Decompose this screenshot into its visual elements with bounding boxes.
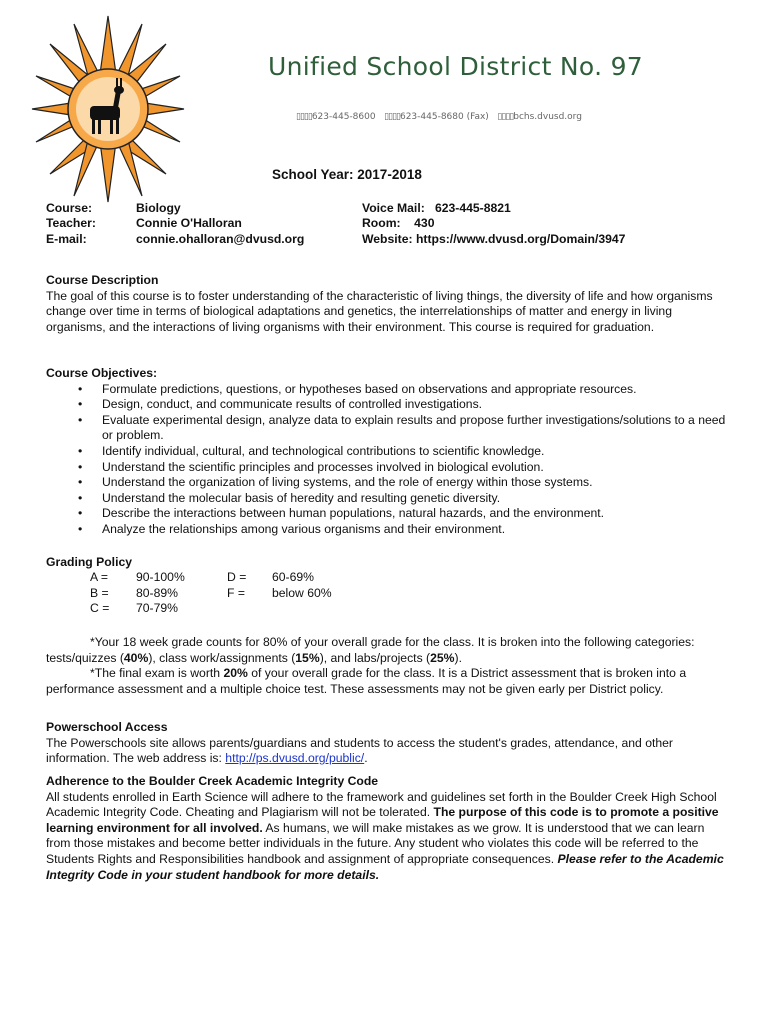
integrity-heading: Adherence to the Boulder Creek Academic Integrity Code [46, 774, 379, 788]
school-site: bchs.dvusd.org [513, 112, 582, 122]
integrity-refer: Please refer to the Academic Integrity Code in your student handbook for more details. [46, 851, 724, 882]
website-label: Website: [362, 232, 413, 246]
powerschool-link[interactable]: http://ps.dvusd.org/public/ [225, 751, 365, 766]
grade-text: *Your 18 week grade counts for 80% of your overall grade for the class. It is broken into the following categories: tests/quizzes ( [46, 635, 695, 665]
grade-d-range: 60-69% [272, 570, 315, 584]
list-item: • Evaluate experimental design, analyze data to explain results and propose further investigations/solutions to a need or problem. [46, 413, 726, 444]
grade-f-range: below 60% [272, 586, 332, 600]
voicemail-value: 623-445-8821 [434, 201, 511, 215]
list-item: • Understand the molecular basis of heredity and resulting genetic diversity. [46, 491, 726, 507]
sun-deer-logo [28, 14, 188, 204]
district-title: Unified School District No. 97 [268, 52, 643, 81]
website-line [362, 232, 625, 246]
course-objectives [46, 366, 726, 538]
powerschool-section [46, 720, 718, 767]
list-item: • Understand the scientific principles and processes involved in biological evolution. [46, 460, 726, 476]
grade-text: *The final exam is worth [90, 666, 224, 681]
list-item: • Identify individual, cultural, and technological contributions to scientific knowledge. [46, 444, 726, 460]
room-label: Room: [362, 216, 401, 230]
fax-number: 623-445-8680 (Fax) [399, 112, 489, 122]
teacher-label: Teacher: [46, 216, 96, 230]
powerschool-heading: Powerschool Access [46, 720, 168, 734]
contact-line [296, 112, 582, 122]
grade-c: C = [90, 601, 110, 615]
email-label: E-mail: [46, 232, 87, 246]
school-year: School Year: 2017-2018 [272, 167, 422, 182]
list-item: • Understand the organization of living systems, and the role of energy within those systems. [46, 475, 726, 491]
voicemail-line [362, 201, 511, 215]
integrity-body: As humans, we will make mistakes as we grow. It is understood that we can learn from those mistakes and become better individuals in the future. Any student who violates this code will be referred to the Students Rights and Responsibilities handbook and assignment of appropriate consequences. [46, 820, 705, 866]
grade-a: A = [90, 570, 108, 584]
phone-number: 623-445-8600 [311, 112, 376, 122]
voicemail-label: Voice Mail: [362, 201, 425, 215]
phone-icon: ▯▯▯▯ [296, 112, 312, 122]
list-item: • Describe the interactions between human populations, natural hazards, and the environment. [46, 506, 726, 522]
final-exam-note [46, 666, 718, 697]
website-value: https://www.dvusd.org/Domain/3947 [415, 232, 626, 246]
room-value: 430 [414, 216, 435, 230]
grading-heading: Grading Policy [46, 555, 133, 569]
powerschool-text [46, 736, 718, 767]
description-heading: Course Description [46, 273, 159, 287]
grade-text: ), and labs/projects ( [319, 650, 431, 665]
grade-b: B = [90, 586, 109, 600]
grade-d: D = [227, 570, 247, 584]
list-item: • Analyze the relationships among various organisms and their environment. [46, 522, 726, 538]
grade-f: F = [227, 586, 245, 600]
grade-a-range: 90-100% [136, 570, 185, 584]
objectives-heading: Course Objectives: [46, 366, 158, 380]
final-weight: 20% [223, 666, 248, 681]
integrity-purpose: The purpose of this code is to promote a positive learning environment for all involved. [46, 805, 719, 835]
grade-breakdown [46, 635, 718, 666]
integrity-body: All students enrolled in Earth Science will adhere to the framework and guidelines set forth in the Boulder Creek High School Academic Integrity Code. Cheating and Plagiarism will not be tolerated. [46, 789, 717, 820]
grade-text: ). [454, 650, 462, 665]
integrity-section [46, 774, 726, 883]
course-label: Course: [46, 201, 93, 215]
integrity-text [46, 790, 726, 884]
teacher-value: Connie O'Halloran [136, 216, 242, 230]
grade-text: ), class work/assignments ( [148, 650, 296, 665]
objectives-list [46, 382, 726, 538]
list-item: • Design, conduct, and communicate results of controlled investigations. [46, 397, 726, 413]
course-value: Biology [136, 201, 181, 215]
tests-weight: 40% [123, 650, 149, 665]
web-icon: ▯▯▯▯ [497, 112, 514, 122]
classwork-weight: 15% [295, 650, 320, 665]
labs-weight: 25% [430, 650, 455, 665]
grade-b-range: 80-89% [136, 586, 179, 600]
powerschool-after: . [364, 751, 368, 766]
powerschool-body: The Powerschools site allows parents/guardians and students to access the student's grades, attendance, and other information. The web address is: [46, 735, 673, 766]
room-line [362, 216, 434, 230]
fax-icon: ▯▯▯▯ [384, 112, 400, 122]
grading-notes [46, 635, 718, 697]
course-description [46, 273, 726, 335]
description-text: The goal of this course is to foster understanding of the characteristic of living things, the diversity of life and how organisms change over time in terms of biological adaptations and genetics, the interrelationships of matter and energy in living organisms, and the interactions of living organisms with their environment. This course is required for graduation. [46, 288, 713, 334]
grade-text: of your overall grade for the class. It is a District assessment that is broken into a performance assessment and a multiple choice test. These assessments may not be given early per District policy. [46, 666, 687, 696]
email-value: connie.ohalloran@dvusd.org [136, 232, 305, 246]
grade-c-range: 70-79% [136, 601, 179, 615]
list-item: • Formulate predictions, questions, or hypotheses based on observations and appropriate resources. [46, 382, 726, 398]
